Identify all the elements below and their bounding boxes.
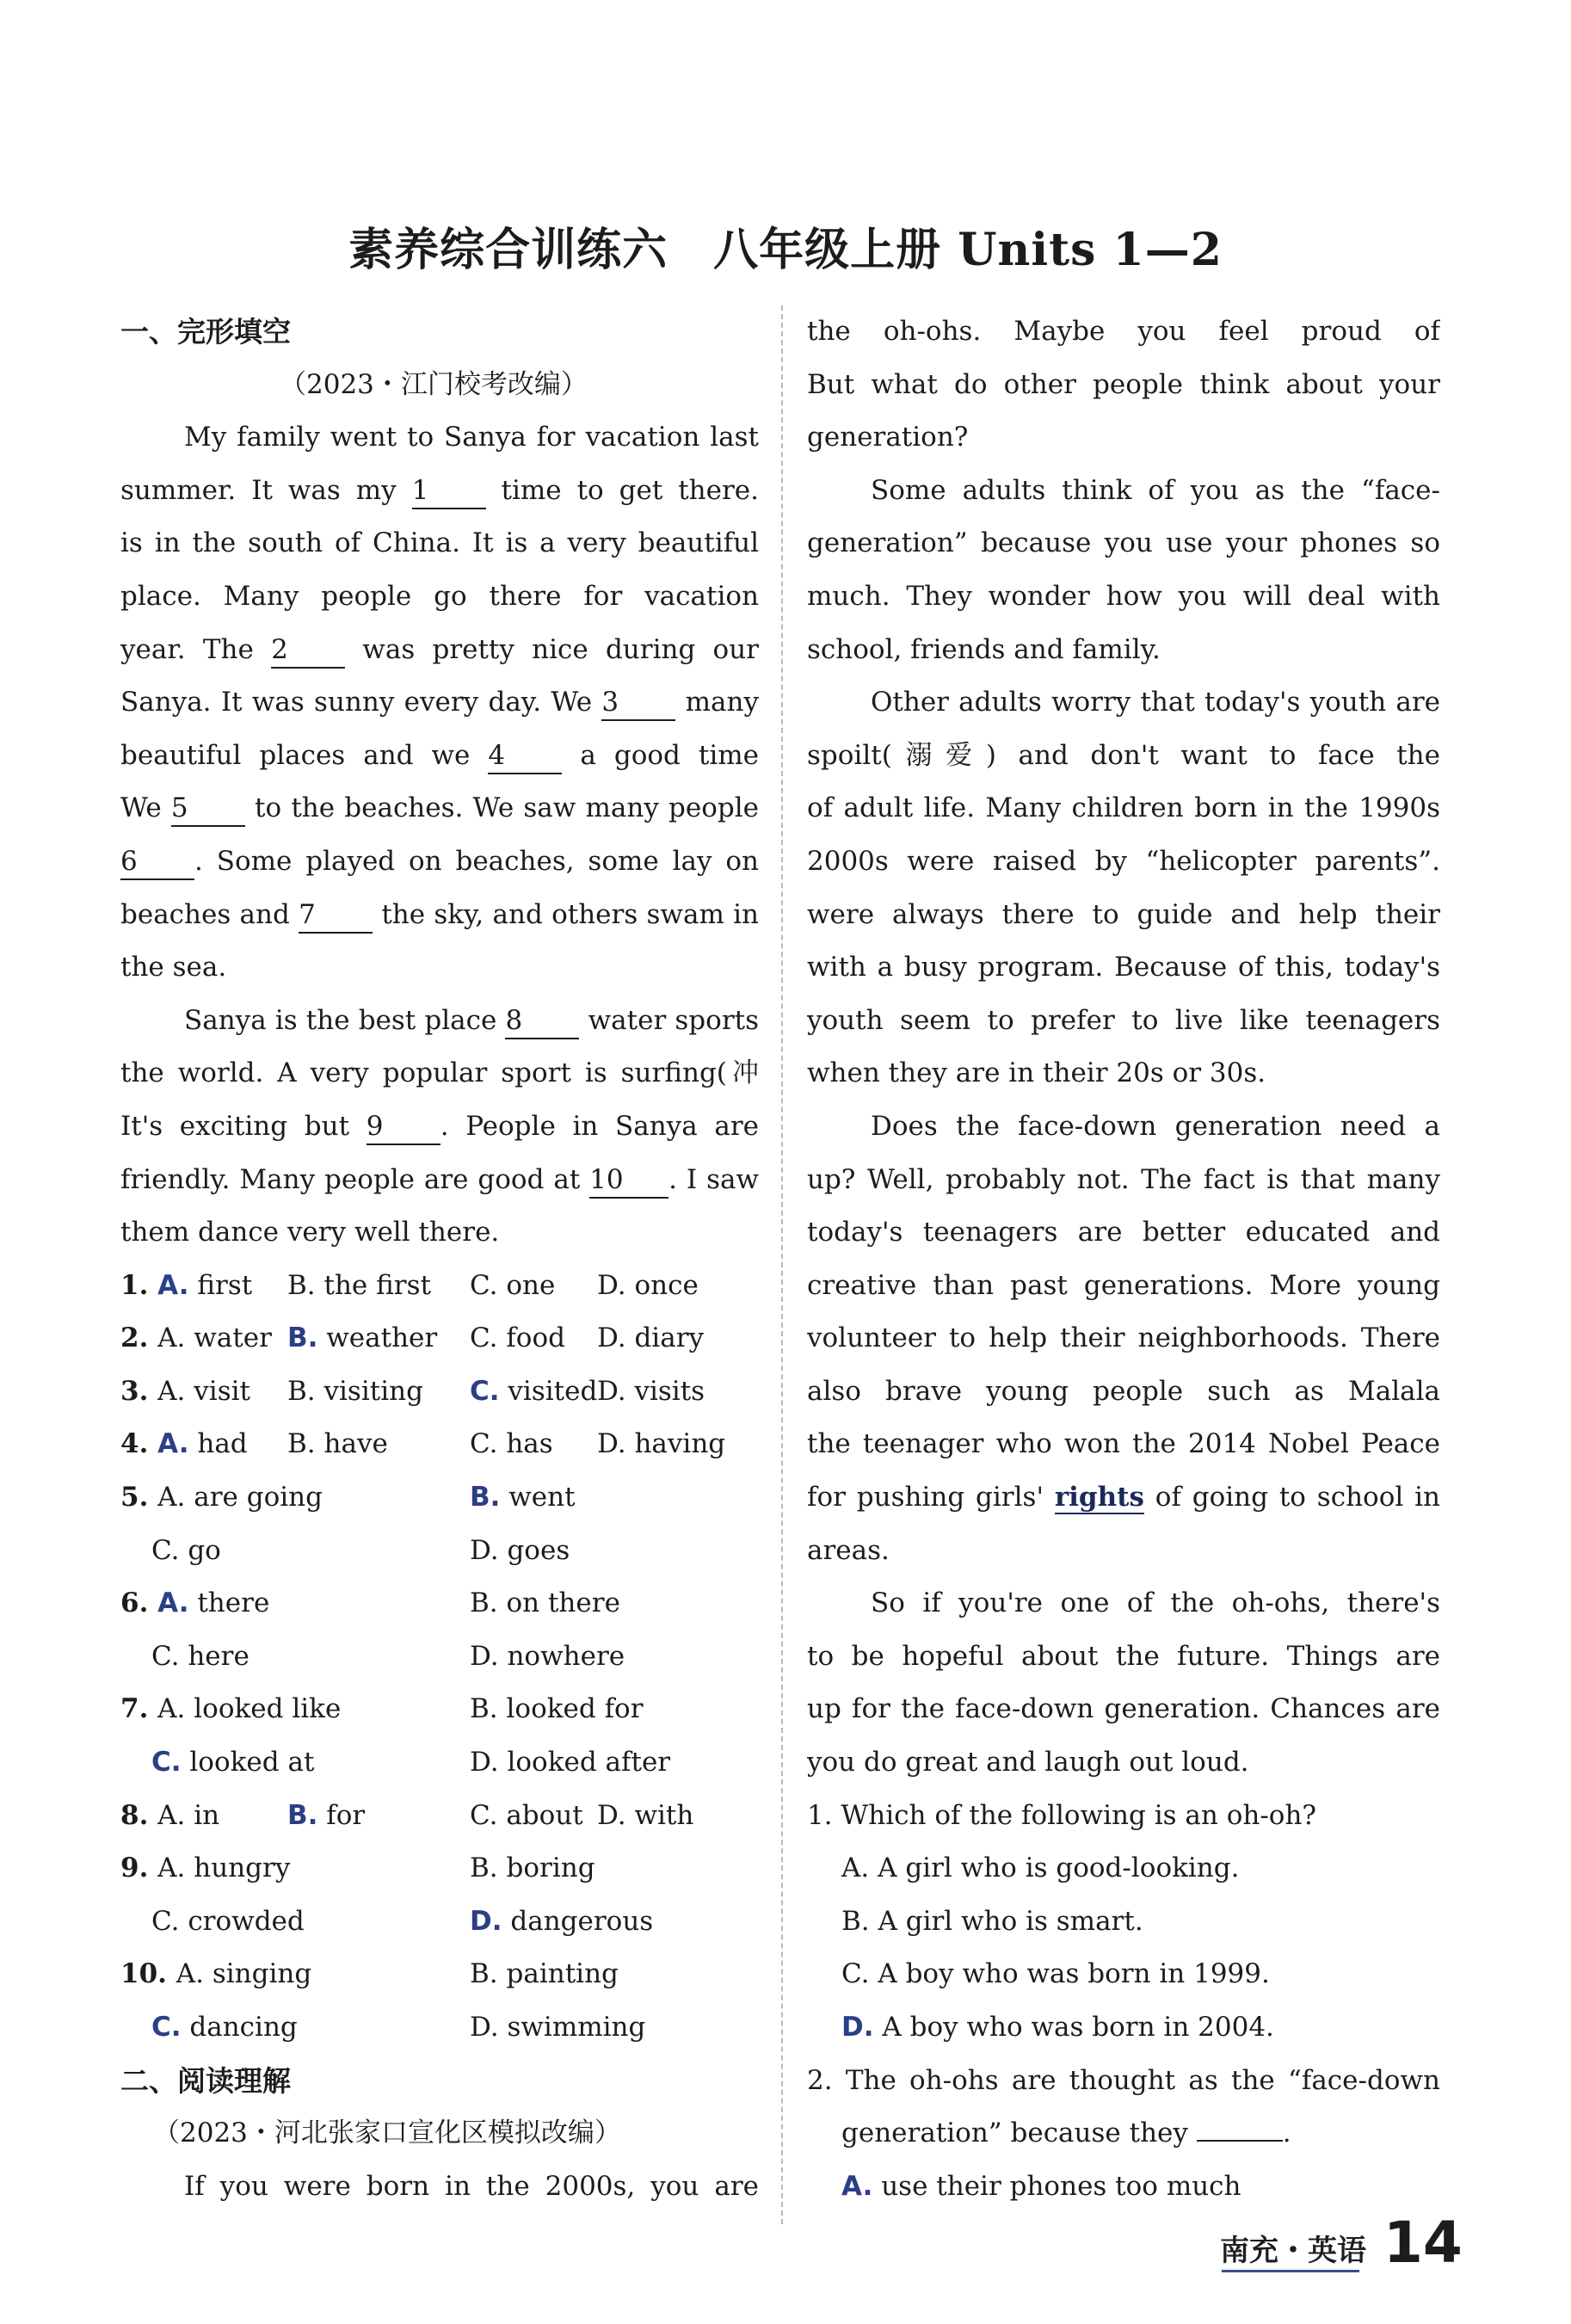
- option-letter: D.: [470, 1747, 499, 1778]
- footer-underline: [1222, 2270, 1359, 2272]
- question-1: [120, 1260, 759, 1313]
- option-a: A. had: [157, 1428, 248, 1460]
- right-column: [807, 305, 1440, 2213]
- question-number: 9.: [120, 1852, 158, 1884]
- passage-line: the teenager who won the 2014 Nobel Peace: [807, 1428, 1440, 1460]
- option-b: B. looked for: [470, 1693, 644, 1725]
- reading-source: （2023・河北张家口宣化区模拟改编）: [153, 2117, 621, 2149]
- question-4: [120, 1418, 759, 1471]
- passage-line: generation” because you use your phones so: [807, 527, 1440, 559]
- passage-line: for pushing girls' rights of going to school in: [807, 1482, 1440, 1513]
- question-number: 10.: [120, 1958, 176, 1990]
- page-title: 素养综合训练六 八年级上册 Units 1—2: [348, 224, 1223, 276]
- option-c: C. crowded: [151, 1905, 305, 1937]
- reading-passage: [807, 305, 1440, 1471]
- question-number: 1.: [120, 1269, 158, 1301]
- option-c: C. visited: [470, 1375, 598, 1407]
- blank-10[interactable]: 10: [589, 1162, 668, 1199]
- passage-line: 2000s were raised by “helicopter parents”.: [807, 845, 1440, 877]
- option-c: C. about: [470, 1799, 583, 1831]
- left-column: [120, 305, 759, 2213]
- question-6-first: [120, 1577, 470, 1630]
- question-7-row-2: [120, 1736, 759, 1790]
- passage-line: We 5 to the beaches. We saw many people: [120, 782, 759, 835]
- passage-line: So if you're one of the oh-ohs, there's: [871, 1587, 1440, 1619]
- passage-line: with a busy program. Because of this, today's: [807, 952, 1440, 983]
- passage-line: beaches and 7 the sky, and others swam in: [120, 889, 759, 942]
- question-9-row-2: [120, 1896, 759, 1949]
- question-number: 4.: [120, 1428, 158, 1460]
- option-letter: D.: [470, 1534, 499, 1566]
- column-divider: [781, 305, 783, 2224]
- option-d: D. dangerous: [470, 1905, 654, 1937]
- option-c: C. food: [470, 1322, 565, 1354]
- cloze-heading: 一、完形填空: [120, 315, 291, 348]
- question-1-first: [120, 1260, 287, 1313]
- option-letter: A.: [157, 1482, 186, 1513]
- passage-line: Does the face-down generation need a: [871, 1110, 1440, 1142]
- passage-line: 6 . Some played on beaches, some lay on: [120, 835, 759, 889]
- passage-line: today's teenagers are better educated and: [807, 1217, 1440, 1248]
- option-letter: D.: [470, 1905, 502, 1937]
- option-letter: A.: [157, 1322, 186, 1354]
- option-b: B. for: [287, 1799, 366, 1831]
- option-letter: A.: [176, 1958, 204, 1990]
- option-letter: B.: [287, 1799, 318, 1831]
- page-number: 14: [1383, 2210, 1463, 2276]
- passage-line: But what do other people think about your: [807, 368, 1440, 400]
- option-b: B. the first: [287, 1269, 431, 1301]
- blank-3[interactable]: 3: [601, 685, 675, 721]
- blank-9[interactable]: 9: [367, 1109, 440, 1145]
- blank-4[interactable]: 4: [488, 738, 562, 774]
- option-letter: A.: [157, 1375, 186, 1407]
- option-letter: C.: [151, 1534, 180, 1566]
- option-b: B. boring: [470, 1852, 595, 1884]
- passage-line: up for the face-down generation. Chances are: [807, 1693, 1440, 1725]
- option-a: A. in: [157, 1799, 220, 1831]
- option-a: A. water: [157, 1322, 272, 1354]
- option-letter: A.: [157, 1587, 189, 1619]
- question-number: 3.: [120, 1375, 158, 1407]
- reading-heading: 二、阅读理解: [120, 2063, 291, 2098]
- option-letter: B.: [470, 1958, 498, 1990]
- option-letter: C.: [151, 1640, 180, 1672]
- answer-blank[interactable]: [1197, 2140, 1283, 2142]
- rights-keyword: rights: [1054, 1482, 1144, 1513]
- option-a: A. hungry: [157, 1852, 291, 1884]
- option-d: D. having: [597, 1428, 726, 1460]
- question-5-first: [120, 1471, 470, 1525]
- option-letter: D.: [597, 1322, 626, 1354]
- option-letter: B.: [287, 1322, 318, 1354]
- cloze-source: （2023・江门校考改编）: [280, 368, 588, 400]
- option-b: B. on there: [470, 1587, 620, 1619]
- option-letter: B.: [470, 1693, 498, 1725]
- option-letter: B.: [470, 1587, 498, 1619]
- passage-line: areas.: [807, 1534, 890, 1566]
- question-2: [120, 1312, 759, 1365]
- option-d: D. nowhere: [470, 1640, 625, 1672]
- passage-line: when they are in their 20s or 30s.: [807, 1057, 1266, 1089]
- passage-line: up? Well, probably not. The fact is that many: [807, 1163, 1440, 1195]
- passage-line: the oh-ohs. Maybe you feel proud of: [807, 316, 1440, 347]
- reading-passage-end: [807, 1525, 1440, 1790]
- question-2-answer: A. use their phones too much: [841, 2170, 1241, 2202]
- question-9-first: [120, 1842, 470, 1896]
- option-b: B. painting: [470, 1958, 619, 1990]
- question-1-options: [807, 1842, 1440, 2001]
- passage-line: summer. It was my 1 time to get there.: [120, 465, 759, 518]
- cloze-questions: [120, 1260, 759, 2055]
- option-letter: B.: [470, 1482, 501, 1513]
- passage-line: friendly. Many people are good at 10 . I saw: [120, 1154, 759, 1207]
- question-1-option: A. A girl who is good-looking.: [841, 1852, 1240, 1884]
- question-2-stem-end: generation” because they .: [841, 2117, 1291, 2149]
- option-d: D. diary: [597, 1322, 705, 1354]
- passage-line: you do great and laugh out loud.: [807, 1747, 1249, 1778]
- cloze-passage: [120, 411, 759, 1260]
- passage-line: generation?: [807, 422, 969, 453]
- question-7-first: [120, 1683, 470, 1736]
- question-10: [120, 1948, 759, 2001]
- option-letter: A.: [157, 1799, 186, 1831]
- question-number: 6.: [120, 1587, 158, 1619]
- option-letter: C.: [151, 1747, 182, 1778]
- question-3-first: [120, 1365, 287, 1419]
- option-b: B. went: [470, 1482, 576, 1513]
- passage-line: If you were born in the 2000s, you are: [184, 2170, 759, 2202]
- option-c: C. dancing: [151, 2012, 298, 2043]
- option-a: A. are going: [157, 1482, 323, 1513]
- option-letter: A.: [157, 1428, 189, 1460]
- passage-line: were always there to guide and help their: [807, 898, 1440, 930]
- option-letter: B.: [470, 1852, 498, 1884]
- passage-line: also brave young people such as Malala: [807, 1375, 1440, 1407]
- answer-mark: A.: [841, 2170, 873, 2202]
- option-letter: C.: [470, 1799, 498, 1831]
- question-5-row-2: [120, 1525, 759, 1578]
- option-a: A. looked like: [157, 1693, 342, 1725]
- option-letter: D.: [597, 1799, 626, 1831]
- option-letter: A.: [157, 1269, 189, 1301]
- question-1-stem: 1. Which of the following is an oh-oh?: [807, 1799, 1317, 1831]
- passage-line: creative than past generations. More young: [807, 1269, 1440, 1301]
- option-d: D. visits: [597, 1375, 705, 1407]
- question-2-first: [120, 1312, 287, 1365]
- question-number: 2.: [120, 1322, 158, 1354]
- question-10-first: [120, 1948, 470, 2001]
- option-d: D. with: [597, 1799, 694, 1831]
- question-3: [120, 1365, 759, 1419]
- answer-mark: D.: [841, 2012, 874, 2043]
- option-letter: B.: [287, 1375, 316, 1407]
- option-c: C. here: [151, 1640, 250, 1672]
- option-letter: C.: [470, 1375, 500, 1407]
- question-5: [120, 1471, 759, 1525]
- option-d: D. swimming: [470, 2012, 646, 2043]
- passage-line: beautiful places and we 4 a good time: [120, 730, 759, 783]
- question-number: 7.: [120, 1693, 158, 1725]
- option-c: C. looked at: [151, 1747, 315, 1778]
- passage-line: them dance very well there.: [120, 1217, 500, 1248]
- question-number: 8.: [120, 1799, 158, 1831]
- question-4-first: [120, 1418, 287, 1471]
- blank-1[interactable]: 1: [412, 473, 486, 509]
- question-8: [120, 1790, 759, 1843]
- passage-line: of adult life. Many children born in the 1990s: [807, 792, 1440, 824]
- passage-line: Sanya is the best place 8 water sports: [120, 995, 759, 1048]
- question-9: [120, 1842, 759, 1896]
- option-d: D. looked after: [470, 1747, 671, 1778]
- blank-5[interactable]: 5: [171, 791, 245, 827]
- option-d: D. once: [597, 1269, 699, 1301]
- option-c: C. one: [470, 1269, 556, 1301]
- option-a: A. visit: [157, 1375, 250, 1407]
- blank-7[interactable]: 7: [299, 897, 373, 934]
- passage-line: much. They wonder how you will deal with: [807, 580, 1440, 612]
- option-letter: C.: [151, 1905, 180, 1937]
- passage-line: youth seem to prefer to live like teenagers: [807, 1004, 1440, 1036]
- question-1-option: C. A boy who was born in 1999.: [841, 1958, 1270, 1990]
- option-letter: A.: [157, 1852, 186, 1884]
- option-letter: D.: [597, 1428, 626, 1460]
- passage-line: spoilt(溺爱) and don't want to face the: [807, 739, 1440, 771]
- question-7: [120, 1683, 759, 1736]
- question-6-row-2: [120, 1630, 759, 1684]
- option-letter: C.: [470, 1322, 498, 1354]
- passage-line: Other adults worry that today's youth are: [871, 687, 1440, 718]
- option-b: B. visiting: [287, 1375, 423, 1407]
- question-2-stem: 2. The oh-ohs are thought as the “face-down: [807, 2064, 1440, 2096]
- question-8-first: [120, 1790, 287, 1843]
- option-c: C. has: [470, 1428, 553, 1460]
- passage-line: the world. A very popular sport is surfing(冲: [120, 1057, 759, 1089]
- option-b: B. have: [287, 1428, 388, 1460]
- option-letter: C.: [151, 2012, 182, 2043]
- option-letter: B.: [287, 1269, 316, 1301]
- passage-line: volunteer to help their neighborhoods. There: [807, 1322, 1440, 1354]
- option-letter: D.: [597, 1269, 626, 1301]
- question-6: [120, 1577, 759, 1630]
- passage-line: to be hopeful about the future. Things are: [807, 1640, 1440, 1672]
- blank-6[interactable]: 6: [120, 844, 194, 880]
- option-letter: B.: [287, 1428, 316, 1460]
- option-letter: A.: [157, 1693, 186, 1725]
- footer-brand: 南充・英语: [1220, 2234, 1366, 2268]
- option-a: A. singing: [176, 1958, 312, 1990]
- passage-line: is in the south of China. It is a very beautiful: [120, 527, 759, 559]
- question-10-row-2: [120, 2001, 759, 2055]
- option-d: D. goes: [470, 1534, 570, 1566]
- passage-line: school, friends and family.: [807, 633, 1161, 665]
- blank-2[interactable]: 2: [271, 632, 345, 669]
- option-letter: C.: [470, 1428, 498, 1460]
- option-letter: D.: [470, 1640, 499, 1672]
- option-letter: D.: [470, 2012, 499, 2043]
- question-number: 5.: [120, 1482, 158, 1513]
- question-1-option: B. A girl who is smart.: [841, 1905, 1143, 1937]
- passage-line: It's exciting but 9 . People in Sanya are: [120, 1100, 759, 1154]
- option-a: A. there: [157, 1587, 270, 1619]
- blank-8[interactable]: 8: [505, 1003, 579, 1039]
- option-letter: C.: [470, 1269, 498, 1301]
- passage-line: Some adults think of you as the “face-: [871, 474, 1440, 506]
- option-b: B. weather: [287, 1322, 438, 1354]
- passage-line: Sanya. It was sunny every day. We 3 many: [120, 676, 759, 730]
- option-c: C. go: [151, 1534, 221, 1566]
- passage-line: My family went to Sanya for vacation last: [184, 422, 759, 453]
- passage-line: place. Many people go there for vacation: [120, 580, 759, 612]
- passage-line: year. The 2 was pretty nice during our: [120, 624, 759, 677]
- option-a: A. first: [157, 1269, 253, 1301]
- option-letter: D.: [597, 1375, 626, 1407]
- passage-line: the sea.: [120, 952, 227, 983]
- question-1-answer: D. A boy who was born in 2004.: [841, 2012, 1274, 2043]
